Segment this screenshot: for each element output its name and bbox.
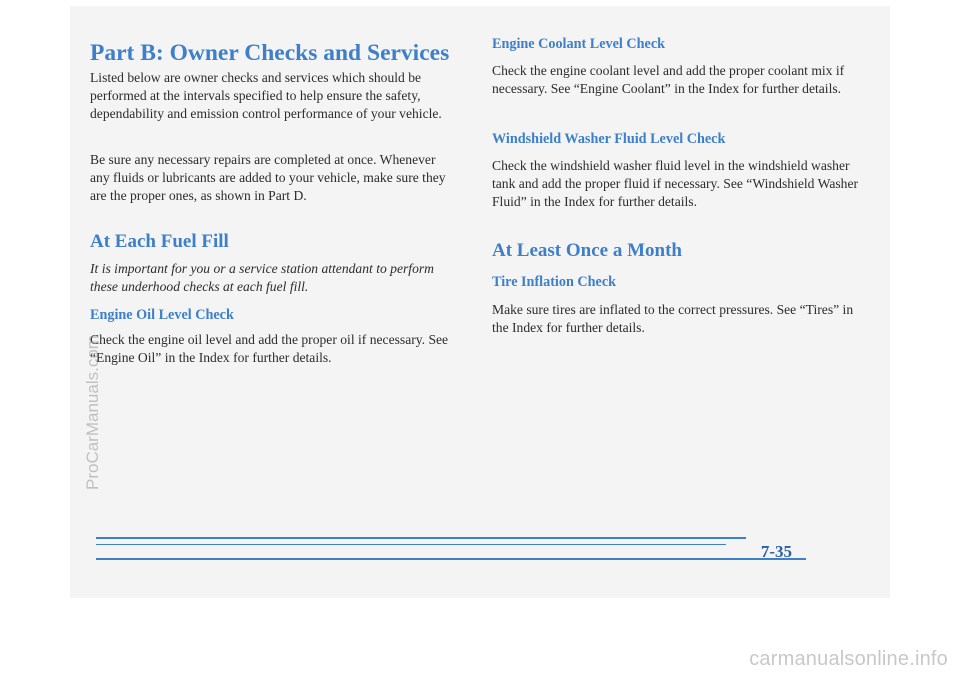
- fuel-fill-note: It is important for you or a service station attendant to perform these underhood checks at each fuel fill.: [90, 261, 434, 294]
- footer-rule-middle: [96, 544, 726, 545]
- footer-rule-top: [96, 537, 746, 539]
- side-watermark: ProCarManuals.com: [83, 335, 102, 490]
- engine-oil-text: Check the engine oil level and add the proper oil if necessary. See “Engine Oil” in the Index for further details.: [90, 332, 449, 365]
- washer-heading: Windshield Washer Fluid Level Check: [492, 131, 726, 147]
- bottom-watermark: carmanualsonline.info: [749, 648, 948, 670]
- coolant-text: Check the engine coolant level and add the proper coolant mix if necessary. See “Engine Coolant” in the Index for further details.: [492, 63, 845, 96]
- month-heading: At Least Once a Month: [492, 240, 682, 261]
- coolant-heading: Engine Coolant Level Check: [492, 36, 666, 52]
- manual-page: [70, 6, 890, 598]
- footer-rule-bottom: [96, 558, 806, 560]
- washer-text: Check the windshield washer fluid level in the windshield washer tank and add the proper fluid if necessary. See “Windshield Washer Fluid” in the Index for further details.: [492, 158, 859, 209]
- engine-oil-heading: Engine Oil Level Check: [90, 307, 234, 323]
- page-number: 7-35: [760, 542, 792, 561]
- intro-paragraph-2: Be sure any necessary repairs are completed at once. Whenever any fluids or lubricants are added to your vehicle, make sure they are the proper ones, as shown in Part D.: [90, 152, 446, 203]
- intro-paragraph-1: Listed below are owner checks and services which should be performed at the intervals specified to help ensure the safety, dependability and emission control performance of your vehicle.: [90, 70, 442, 121]
- page-title: Part B: Owner Checks and Services: [90, 40, 450, 66]
- tire-text: Make sure tires are inflated to the correct pressures. See “Tires” in the Index for further details.: [492, 302, 854, 335]
- tire-heading: Tire Inflation Check: [492, 274, 617, 290]
- fuel-fill-heading: At Each Fuel Fill: [90, 231, 229, 252]
